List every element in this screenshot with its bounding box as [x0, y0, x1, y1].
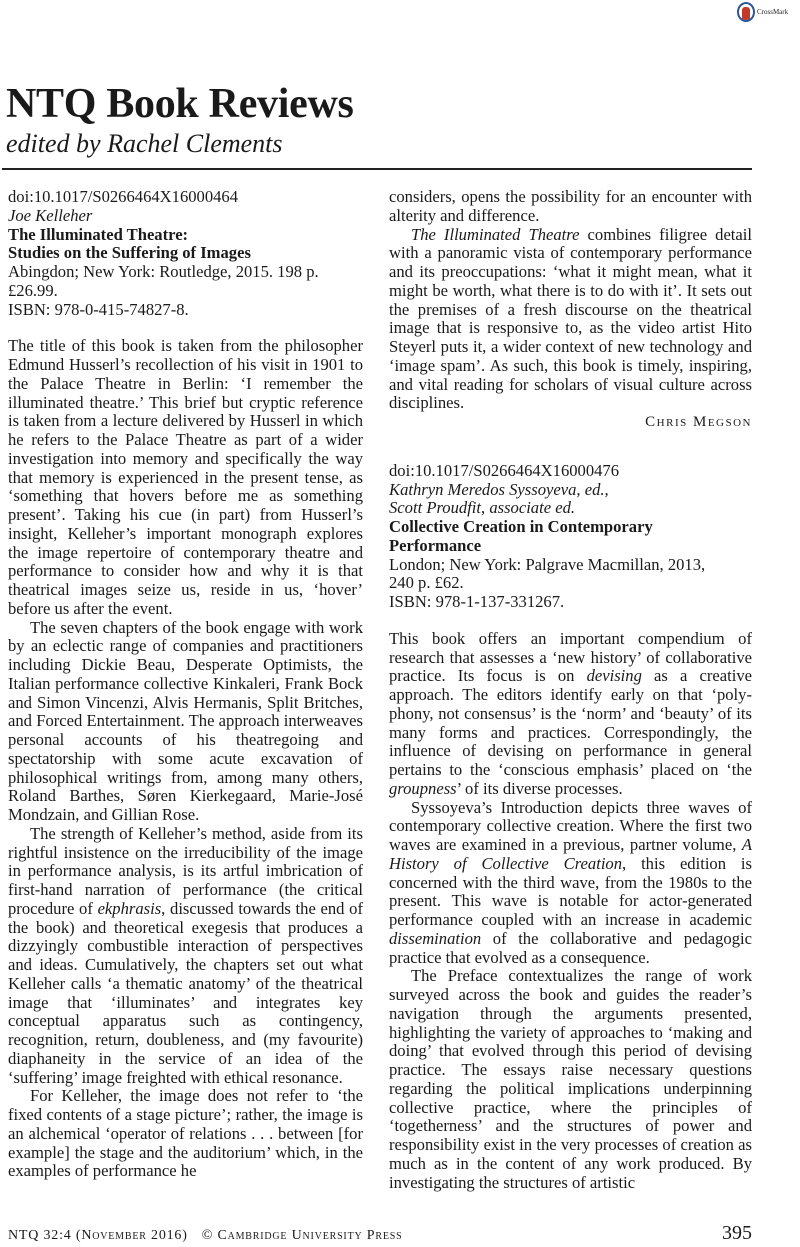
review1-book-info	[8, 207, 363, 320]
emphasis-groupness: groupness	[389, 778, 457, 798]
emphasis-dissemination: dissemination	[389, 928, 482, 948]
review1-reviewer: Chris Megson	[645, 414, 752, 430]
review1-author: Joe Kelleher	[8, 205, 93, 225]
emphasis-history-title: A History of Collective Creation	[389, 835, 752, 873]
crossmark-icon	[737, 2, 755, 22]
journal-issue: NTQ 32:4 (November 2016)	[8, 1228, 188, 1243]
review1-paragraph-4-continued: considers, opens the possibility for an encounter with alterity and difference.	[389, 187, 752, 225]
copyright-notice: © Cambridge University Press	[201, 1228, 403, 1243]
emphasis-ekphrasis: ekphrasis	[97, 898, 162, 918]
review2-publication-line1: London; New York: Palgrave Macmillan, 2013,	[389, 554, 706, 574]
review1-paragraph-1: The title of this book is taken from the philosopher Edmund Husserl’s recollection of his visit in 1901 to the Palace Theatre in Berlin: ‘I remember the illuminated theatre.’ This brief but cryptic reference is taken from a lecture delivered by Husserl in which he refers to the Palace Theatre as part of a wider investigation into memory and specifically the way that memory is experienced in the present tense, as ‘something that hovers before me as something present’. Taking his cue (in part) from Husserl’s insight, Kelleher’s important monograph explores the image repertoire of contemporary theatre and performance to consider how and why it is that theatrical images seize us, reside in us, ‘hover’ before us after the event.	[8, 336, 363, 618]
review1-title-line2: Studies on the Suffering of Images	[8, 243, 251, 263]
header-divider	[2, 168, 752, 170]
text-run: , this edition is concerned with the third wave, from the 1980s to the present. This wave is notable for actor-generated performance coupled with an increase in academic	[389, 853, 752, 929]
text-run: , discussed towards the end of the book) and theoretical exegesis that produces a dizzyingly combustible interaction of perspectives and ideas. Cumulatively, the chapters set out what Kelleher calls ‘a thematic anatomy’ of the theatrical image that ‘illuminates’ and integrates key conceptual apparatus such as contingency, recognition, return, doubleness, and (my favourite) diaphaneity in the service of an idea of the ‘suffering’ image freighted with ethical resonance.	[8, 898, 363, 1087]
text-run: as a creative approach. The editors identify early on that ‘polyphony, not consensus’ is the ‘norm’ and ‘beauty’ of its many forms and practices. Correspondingly, the influence of devising on performance in general pertains to the ‘conscious emphasis’ placed on ‘the	[389, 666, 753, 779]
review1-title-line1: The Illuminated Theatre:	[8, 224, 189, 244]
review2-publication-line2: 240 p. £62.	[389, 573, 464, 593]
right-column	[389, 188, 752, 1192]
review1-publication: Abingdon; New York: Routledge, 2015. 198 p.	[8, 262, 319, 281]
review2-isbn: ISBN: 978-1-137-331267.	[389, 592, 565, 611]
page-number: 395	[722, 1222, 752, 1244]
review2-paragraph-2	[389, 799, 752, 968]
text-run: Syssoyeva’s Introduction depicts three waves of contemporary collective creation. Where the first two waves are examined in a previous, partner volume,	[389, 797, 752, 854]
review2-paragraph-3: The Preface contextualizes the range of work surveyed across the book and guides the reader’s navigation through the arguments presented, highlighting the variety of approaches to ‘making and doing’ that evolved through this period of devising practice. The essays raise necessary questions regarding the political implications underpinning collective practice, where the principles of ‘togetherness’ and the structures of power and responsibility exist in the very processes of creation as much as in the content of any work produced. By investigating the structures of artistic	[389, 966, 752, 1192]
page-footer	[8, 1222, 752, 1245]
text-run: The strength of Kelleher’s method, aside from its rightful insistence on the irreducibility of the image in performance analysis, is its artful imbrication of first-hand narration of performance (the critical procedure of	[8, 823, 363, 918]
review2-title-line2: Performance	[389, 535, 482, 555]
review2-editor: Kathryn Meredos Syssoyeva, ed.,	[389, 479, 609, 499]
review2-book-info	[389, 481, 752, 612]
review1-paragraph-3	[8, 825, 363, 1088]
section-editor: edited by Rachel Clements	[6, 129, 283, 158]
emphasis-book-title: The Illuminated Theatre	[411, 224, 580, 244]
review2-title-line1: Collective Creation in Contemporary	[389, 517, 653, 536]
text-run: This book offers an important compendium of research that assesses a ‘new history’ of collaborative practice. Its focus is on	[389, 628, 752, 686]
review1-paragraph-2: The seven chapters of the book engage with work by an eclectic range of companies and practitioners including Dickie Beau, Desperate Optimists, the Italian performance collective Kinkaleri, Frank Bock and Simon Vincenzi, Alvis Hermanis, Split Britches, and Forced Entertainment. The approach interweaves personal accounts of his theatregoing and spectatorship with some acute excavation of philosophical writings from, among many others, Roland Barthes, Søren Kierkegaard, Marie-José Mondzain, and Gillian Rose.	[8, 617, 363, 824]
text-run: ’ of its diverse processes.	[456, 778, 623, 798]
review2-paragraph-1	[389, 630, 752, 799]
review1-isbn: ISBN: 978-0-415-74827-8.	[8, 299, 189, 319]
review1-doi[interactable]: doi:10.1017/S0266464X16000464	[8, 187, 239, 206]
crossmark-badge[interactable]	[737, 2, 788, 22]
journal-section-title: NTQ Book Reviews	[6, 81, 354, 127]
left-column	[8, 188, 363, 1181]
text-run: combines filigree detail with a panoramic vista of contemporary performance and its preoccupations: ‘what it might mean, what it might be worth, what there is to do with it’. It sets out the premises of a fresh discourse on the theatrical image that is responsive to, as the video artist Hito Steyerl puts it, a wider context of new technology and ‘image spam’. As such, this book is timely, inspiring, and vital reading for scholars of visual culture across disciplines.	[389, 224, 752, 413]
review1-paragraph-5	[389, 226, 752, 414]
crossmark-label: CrossMark	[757, 8, 789, 16]
text-run: of the collaborative and pedagogic practice that evolved as a consequence.	[389, 928, 752, 967]
emphasis-devising: devising	[586, 666, 642, 686]
review1-price: £26.99.	[8, 280, 58, 300]
footer-citation	[8, 1228, 402, 1244]
review2-associate-editor: Scott Proudfit, associate ed.	[389, 498, 576, 518]
review2-doi[interactable]: doi:10.1017/S0266464X16000476	[389, 460, 620, 480]
review1-paragraph-4: For Kelleher, the image does not refer to ‘the fixed contents of a stage picture’; rather, the image is an alchemical ‘operator of relations . . . between [for example] the stage and the auditorium’ which, in the examples of performance he	[8, 1086, 363, 1181]
